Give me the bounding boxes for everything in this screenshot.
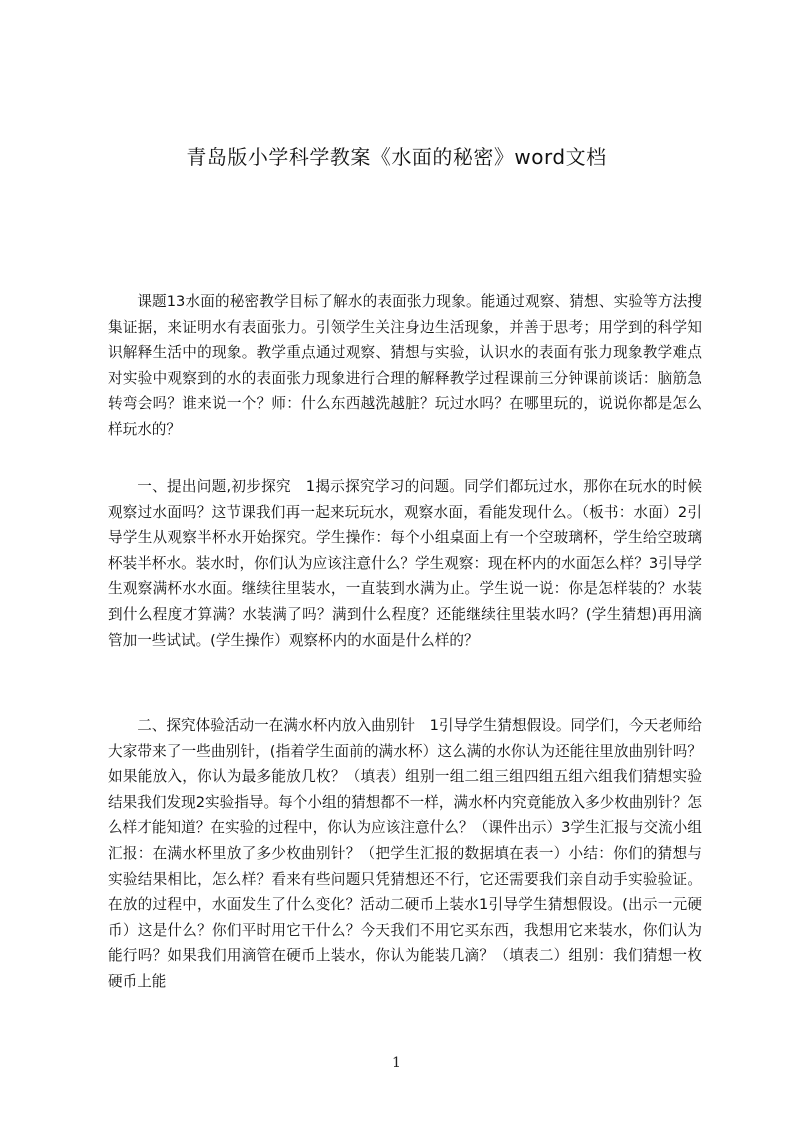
paragraph-section-two: 二、探究体验活动一在满水杯内放入曲别针 1引导学生猜想假设。同学们，今天老师给大家带来了一些曲别针，(指着学生面前的满水杯）这么满的水你认为还能往里放曲别针吗？如果能放入，你认为最多能放几枚？（填表）组别一组二组三组四组五组六组我们猜想实验结果我们发现2实验指导。每个小组的猜想都不一样，满水杯内究竟能放入多少枚曲别针？怎么样才能知道？在实验的过程中，你认为应该注意什么？（课件出示）3学生汇报与交流小组汇报：在满水杯里放了多少枚曲别针？（把学生汇报的数据填在表一）小结：你们的猜想与实验结果相比，怎么样？看来有些问题只凭猜想还不行，它还需要我们亲自动手实验验证。在放的过程中，水面发生了什么变化？活动二硬币上装水1引导学生猜想假设。(出示一元硬币）这是什么？你们平时用它干什么？今天我们不用它买东西，我想用它来装水，你们认为能行吗？如果我们用滴管在硬币上装水，你认为能装几滴？（填表二）组别：我们猜想一枚硬币上能 <box>108 717 702 990</box>
paragraph-intro: 课题13水面的秘密教学目标了解水的表面张力现象。能通过观察、猜想、实验等方法搜集证据，来证明水有表面张力。引领学生关注身边生活现象，并善于思考；用学到的科学知识解释生活中的现象。教学重点通过观察、猜想与实验，认识水的表面有张力现象教学难点对实验中观察到的水的表面张力现象进行合理的解释教学过程课前三分钟课前谈话：脑筋急转弯会吗？谁来说一个？师：什么东西越洗越脏？玩过水吗？在哪里玩的，说说你都是怎么样玩水的？ <box>108 293 702 438</box>
paragraph-section-one: 一、提出问题,初步探究 1揭示探究学习的问题。同学们都玩过水，那你在玩水的时候观察过水面吗？这节课我们再一起来玩玩水，观察水面，看能发现什么。（板书：水面）2引导学生从观察半杯水开始探究。学生操作：每个小组桌面上有一个空玻璃杯，学生给空玻璃杯装半杯水。装水时，你们认为应该注意什么？学生观察：现在杯内的水面怎么样？3引导学生观察满杯水水面。继续往里装水，一直装到水满为止。学生说一说：你是怎样装的？水装到什么程度才算满？水装满了吗？满到什么程度？还能继续往里装水吗？(学生猜想)再用滴管加一些试试。(学生操作）观察杯内的水面是什么样的？ <box>108 478 702 649</box>
page-number: 1 <box>392 1055 401 1071</box>
document-title: 青岛版小学科学教案《水面的秘密》word文档 <box>186 145 607 169</box>
